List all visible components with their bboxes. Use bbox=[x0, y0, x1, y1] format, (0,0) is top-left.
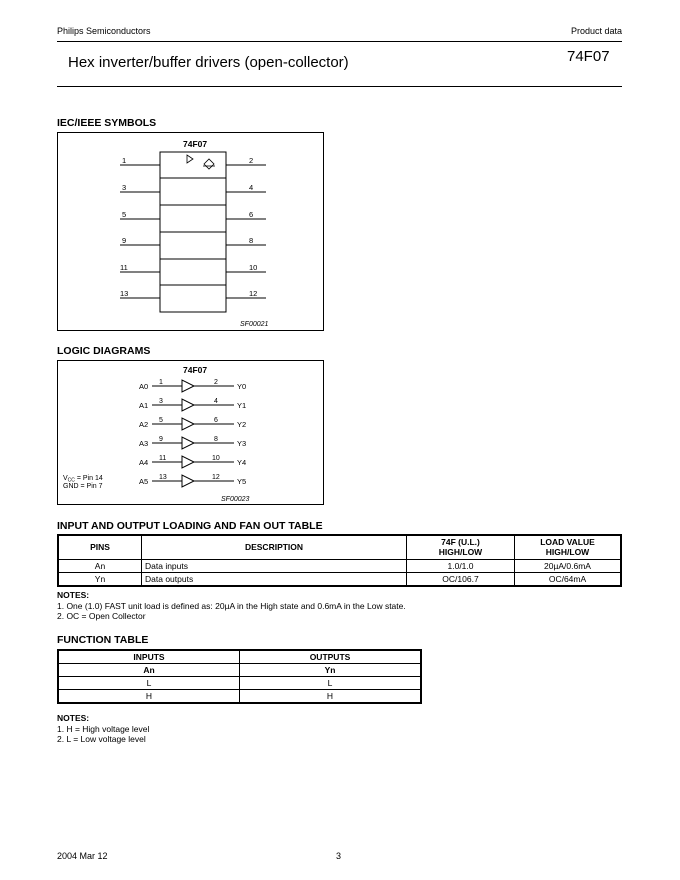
iec-input-pins bbox=[120, 156, 128, 298]
header-rule-top bbox=[57, 41, 622, 42]
loading-table bbox=[57, 534, 622, 587]
buffer-gate-icon bbox=[182, 456, 194, 468]
buffer-gate-icon bbox=[182, 437, 194, 449]
iec-output-pin: 6 bbox=[249, 210, 254, 219]
iec-figure-code: SF00021 bbox=[240, 321, 269, 328]
cell-description: Data outputs bbox=[142, 572, 407, 586]
notes-label: NOTES: bbox=[57, 713, 90, 723]
col-outputs: OUTPUTS bbox=[240, 650, 422, 664]
cell-unit-load: OC/106.7 bbox=[407, 572, 515, 586]
cell-pin: An bbox=[58, 559, 142, 572]
gate-input-name: A0 bbox=[139, 382, 149, 391]
footer-date: 2004 Mar 12 bbox=[57, 851, 108, 861]
logic-gate bbox=[139, 455, 246, 468]
logic-device-label: 74F07 bbox=[183, 365, 208, 375]
function-heading: FUNCTION TABLE bbox=[57, 634, 149, 646]
cell-output: L bbox=[240, 677, 422, 690]
logic-gate bbox=[139, 436, 246, 449]
notes-label: NOTES: bbox=[57, 590, 90, 600]
table-row bbox=[58, 690, 421, 704]
cell-pin: Yn bbox=[58, 572, 142, 586]
buffer-gate-icon bbox=[182, 380, 194, 392]
logic-diagram bbox=[58, 361, 323, 504]
col-inputs: INPUTS bbox=[58, 650, 240, 664]
gate-output-pin: 6 bbox=[214, 417, 218, 424]
gate-output-name: Y5 bbox=[237, 477, 247, 486]
company-name: Philips Semiconductors bbox=[57, 26, 151, 36]
table-row bbox=[58, 677, 421, 690]
iec-input-pin: 3 bbox=[122, 183, 127, 192]
note-item: 2. L = Low voltage level bbox=[57, 734, 146, 744]
table-header-row bbox=[58, 535, 621, 559]
gate-output-pin: 4 bbox=[214, 398, 218, 405]
page-number: 3 bbox=[336, 851, 342, 861]
cell-output: H bbox=[240, 690, 422, 704]
gate-input-name: A5 bbox=[139, 477, 149, 486]
gate-input-pin: 5 bbox=[159, 417, 163, 424]
gate-output-name: Y2 bbox=[237, 420, 247, 429]
col-an: An bbox=[58, 664, 240, 677]
vcc-note: $V_{CC}$ = Pin 14 bbox=[63, 475, 103, 484]
gate-output-pin: 2 bbox=[214, 379, 218, 386]
iec-input-pin: 5 bbox=[122, 210, 127, 219]
gate-input-pin: 9 bbox=[159, 436, 163, 443]
cell-description: Data inputs bbox=[142, 559, 407, 572]
gate-input-name: A3 bbox=[139, 439, 149, 448]
gate-input-name: A1 bbox=[139, 401, 149, 410]
iec-output-pin: 12 bbox=[249, 289, 258, 298]
gate-input-name: A4 bbox=[139, 458, 149, 467]
col-description: DESCRIPTION bbox=[142, 535, 407, 559]
gate-output-pin: 10 bbox=[212, 455, 220, 462]
gate-input-name: A2 bbox=[139, 420, 149, 429]
gate-input-pin: 3 bbox=[159, 398, 163, 405]
iec-input-pin: 9 bbox=[122, 236, 127, 245]
col-pins: PINS bbox=[58, 535, 142, 559]
iec-device-label: 74F07 bbox=[183, 139, 208, 149]
iec-output-pins bbox=[249, 156, 257, 298]
logic-figure-code: SF00023 bbox=[221, 496, 250, 503]
buffer-symbol-icon bbox=[187, 155, 193, 163]
iec-input-pin: 11 bbox=[120, 263, 128, 272]
gate-input-pin: 1 bbox=[159, 379, 163, 386]
page-title: Hex inverter/buffer drivers (open-collector) bbox=[68, 54, 349, 71]
table-row bbox=[58, 559, 621, 572]
gate-input-pin: 13 bbox=[159, 474, 167, 481]
iec-output-pin: 2 bbox=[249, 156, 254, 165]
gate-output-pin: 8 bbox=[214, 436, 218, 443]
note-item: 2. OC = Open Collector bbox=[57, 611, 146, 621]
doc-type: Product data bbox=[570, 26, 622, 36]
loading-heading: INPUT AND OUTPUT LOADING AND FAN OUT TABLE bbox=[57, 520, 323, 532]
iec-block bbox=[160, 152, 226, 312]
logic-gate bbox=[139, 379, 246, 392]
col-load-value: LOAD VALUE HIGH/LOW bbox=[515, 535, 622, 559]
buffer-gate-icon bbox=[182, 399, 194, 411]
buffer-gate-icon bbox=[182, 475, 194, 487]
note-item: 1. H = High voltage level bbox=[57, 723, 150, 734]
table-header-row bbox=[58, 650, 421, 664]
logic-diagram-figure bbox=[57, 360, 324, 505]
col-unit-load: 74F (U.L.) HIGH/LOW bbox=[407, 535, 515, 559]
logic-gate bbox=[139, 474, 246, 487]
cell-input: L bbox=[58, 677, 240, 690]
cell-input: H bbox=[58, 690, 240, 704]
iec-input-pin: 13 bbox=[120, 289, 129, 298]
logic-heading: LOGIC DIAGRAMS bbox=[57, 345, 151, 357]
loading-notes bbox=[57, 590, 406, 622]
note-item: 1. One (1.0) FAST unit load is defined as: 20µA in the High state and 0.6mA in the Low state. bbox=[57, 600, 406, 611]
iec-symbol-figure bbox=[57, 132, 324, 331]
buffer-gate-icon bbox=[182, 418, 194, 430]
gate-output-name: Y0 bbox=[237, 382, 247, 391]
gate-output-name: Y3 bbox=[237, 439, 247, 448]
table-row bbox=[58, 572, 621, 586]
header-rule-bottom bbox=[57, 86, 622, 87]
function-notes bbox=[57, 713, 149, 745]
iec-heading: IEC/IEEE SYMBOLS bbox=[57, 117, 157, 129]
iec-output-pin: 8 bbox=[249, 236, 254, 245]
logic-gate bbox=[139, 417, 246, 430]
gate-input-pin: 11 bbox=[159, 455, 167, 462]
iec-input-pin: 1 bbox=[122, 156, 127, 165]
part-number: 74F07 bbox=[567, 48, 610, 65]
cell-load-value: OC/64mA bbox=[515, 572, 622, 586]
gate-output-name: Y1 bbox=[237, 401, 247, 410]
cell-unit-load: 1.0/1.0 bbox=[407, 559, 515, 572]
col-yn: Yn bbox=[240, 664, 422, 677]
gate-output-name: Y4 bbox=[237, 458, 247, 467]
open-collector-icon bbox=[203, 159, 215, 169]
cell-load-value: 20µA/0.6mA bbox=[515, 559, 622, 572]
logic-gate bbox=[139, 398, 246, 411]
iec-output-pin: 10 bbox=[249, 263, 258, 272]
gate-output-pin: 12 bbox=[212, 474, 220, 481]
gnd-note: GND = Pin 7 bbox=[63, 483, 103, 490]
iec-symbol-diagram bbox=[58, 133, 323, 330]
function-table bbox=[57, 649, 422, 704]
iec-output-pin: 4 bbox=[249, 183, 254, 192]
table-subheader-row bbox=[58, 664, 421, 677]
